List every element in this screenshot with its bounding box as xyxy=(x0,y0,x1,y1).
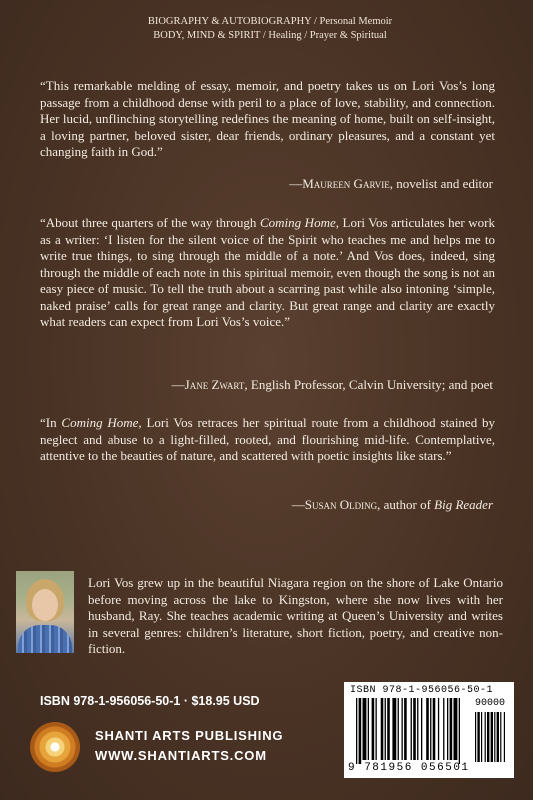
book-title: Coming Home xyxy=(259,215,336,230)
category-line-2: BODY, MIND & SPIRIT / Healing / Prayer & Spiritual xyxy=(153,30,387,41)
blurb-quote-1: “This remarkable melding of essay, memoir, and poetry takes us on Lori Vos’s long passage from a childhood dense with peril to a place of love, stability, and connection. Her lucid, unflinching storytelling redefines the meaning of home, built on self-insight, a loving partner, beloved sister, dear friends, ordinary pleasures, and a constant yet changing faith in God.” xyxy=(40,78,495,159)
barcode-bar xyxy=(417,698,418,760)
blurb-quote-2: “About three quarters of the way through Coming Home, Lori Vos articulates her work as a writer: ‘I listen for the silent voice of the Spirit who teaches me and helps me to write true things, to sing through the middle of a note.’ And Vos does, indeed, sing through the middle of each note in this spiritual memoir, even though the song is not an easy piece of music. To tell the truth about a scarring past while also intoning ‘simple, naked praise’ calls for great range and clarity. But great range and clarity are exactly what readers can expect from Lori Vos’s voice.” xyxy=(40,215,495,329)
barcode-bar xyxy=(402,698,403,760)
barcode-bar xyxy=(438,698,439,760)
barcode-bar xyxy=(404,698,407,760)
barcode-bar xyxy=(443,698,444,760)
barcode-bar xyxy=(368,698,369,760)
author-bio: Lori Vos grew up in the beautiful Niagara region on the shore of Lake Ontario before moving across the lake to Kingston, where she now lives with her husband, Ray. She teaches academic writing at Queen’s University and writes in several genres: children’s literature, short fiction, poetry, and creative non-fiction. xyxy=(88,575,503,656)
author-photo xyxy=(16,571,74,653)
barcode-bar xyxy=(450,698,453,760)
publisher-url: WWW.SHANTIARTS.COM xyxy=(95,748,267,763)
publisher-name: SHANTI ARTS PUBLISHING xyxy=(95,728,284,743)
attribution-book-title: Big Reader xyxy=(434,497,493,512)
barcode-addon-bar xyxy=(485,712,486,762)
barcode-addon-bar xyxy=(497,712,499,762)
barcode-bar xyxy=(385,698,386,760)
barcode-bar xyxy=(430,698,431,760)
barcode-addon-bar xyxy=(494,712,495,762)
category-labels xyxy=(120,15,420,43)
barcode-bar xyxy=(433,698,436,760)
barcode-bar xyxy=(387,698,390,760)
attribution-name: Susan Olding xyxy=(304,497,378,512)
barcode-bar xyxy=(454,698,458,760)
attribution-name: Jane Zwart xyxy=(184,377,245,392)
barcode-bar xyxy=(426,698,429,760)
barcode-addon-bar xyxy=(491,712,493,762)
category-line-1: BIOGRAPHY & AUTOBIOGRAPHY / Personal Memoir xyxy=(147,16,393,27)
barcode-addon-bar xyxy=(504,712,505,762)
blurb-quote-3: “In Coming Home, Lori Vos retraces her spiritual route from a childhood stained by neglect and abuse to a light-filled, rooted, and flourishing mid-life. Contemplative, attentive to the beauties of nature, and scattered with poetic insights like stars.” xyxy=(40,415,495,463)
barcode-addon-bar xyxy=(500,712,501,762)
barcode-bar xyxy=(398,698,399,760)
barcode-addon-bar xyxy=(481,712,482,762)
barcode-bar xyxy=(381,698,384,760)
attribution-name: Maureen Garvie xyxy=(302,176,390,191)
barcode-bar xyxy=(413,698,416,760)
barcode-addon-bar xyxy=(475,712,476,762)
barcode-isbn-text: ISBN 978-1-956056-50-1 xyxy=(350,685,494,696)
publisher-logo-icon xyxy=(30,722,80,772)
blurb-attribution-2: —Jane Zwart, English Professor, Calvin University; and poet xyxy=(171,377,493,392)
barcode-bar xyxy=(392,698,396,760)
isbn-price: ISBN 978-1-956056-50-1 · $18.95 USD xyxy=(40,694,260,708)
barcode-bar xyxy=(421,698,422,760)
barcode-addon-bar xyxy=(477,712,479,762)
barcode-bar xyxy=(411,698,412,760)
barcode xyxy=(344,682,514,778)
barcode-bar xyxy=(359,698,362,764)
barcode-ean-number: 9 781956 056501 xyxy=(348,762,470,774)
book-title: Coming Home xyxy=(61,415,139,430)
publisher-info xyxy=(95,726,283,766)
barcode-bar xyxy=(356,698,357,764)
barcode-bar xyxy=(447,698,448,760)
barcode-bar xyxy=(363,698,367,760)
barcode-addon-bar xyxy=(487,712,489,762)
barcode-bar xyxy=(459,698,460,764)
blurb-attribution-3: —Susan Olding, author of Big Reader xyxy=(291,497,493,512)
barcode-bar xyxy=(372,698,375,760)
blurb-attribution-1: —Maureen Garvie, novelist and editor xyxy=(289,176,493,191)
barcode-bar xyxy=(376,698,377,760)
barcode-addon-number: 90000 xyxy=(475,698,506,709)
